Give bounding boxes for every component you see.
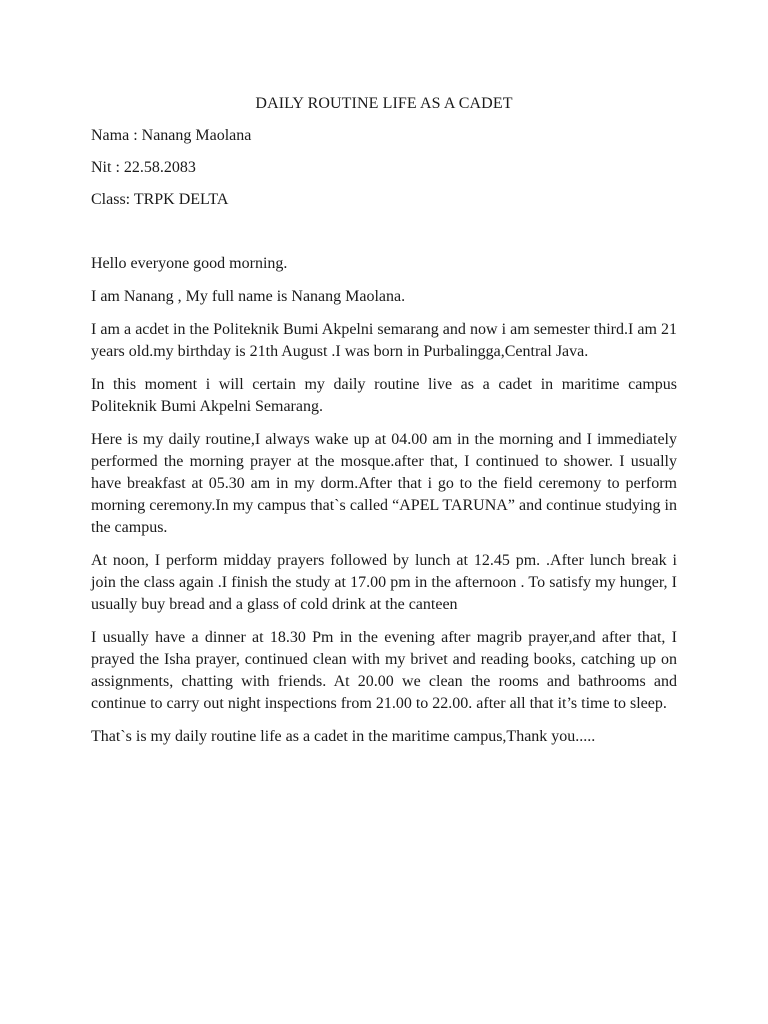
paragraph-introduction: I am Nanang , My full name is Nanang Maolana.: [91, 288, 406, 305]
paragraph-closing: That`s is my daily routine life as a cadet in the maritime campus,Thank you.....: [91, 728, 596, 745]
student-nit: Nit : 22.58.2083: [91, 159, 196, 176]
paragraph-greeting: Hello everyone good morning.: [91, 255, 288, 272]
paragraph-morning-routine: Here is my daily routine,I always wake up at 04.00 am in the morning and I immediately performed the morning prayer at the mosque.after that, I continued to shower. I usually have breakfast at 05.30 am in my dorm.After that i go to the field ceremony to perform morning ceremony.In my campus that`s called “APEL TARUNA” and continue studying in the campus.: [91, 431, 677, 536]
paragraph-noon-routine: At noon, I perform midday prayers followed by lunch at 12.45 pm. .After lunch break i join the class again .I finish the study at 17.00 pm in the afternoon . To satisfy my hunger, I usually buy bread and a glass of cold drink at the canteen: [91, 552, 677, 613]
student-class: Class: TRPK DELTA: [91, 191, 229, 208]
paragraph-background: I am a acdet in the Politeknik Bumi Akpelni semarang and now i am semester third.I am 21 years old.my birthday is 21th August .I was born in Purbalingga,Central Java.: [91, 321, 677, 360]
blank-line: [91, 221, 677, 253]
document-title: DAILY ROUTINE LIFE AS A CADET: [255, 95, 513, 112]
paragraph-purpose: In this moment i will certain my daily routine live as a cadet in maritime campus Politeknik Bumi Akpelni Semarang.: [91, 376, 677, 415]
paragraph-evening-routine: I usually have a dinner at 18.30 Pm in the evening after magrib prayer,and after that, I prayed the Isha prayer, continued clean with my brivet and reading books, catching up on assignments, chatting with friends. At 20.00 we clean the rooms and bathrooms and continue to carry out night inspections from 21.00 to 22.00. after all that it’s time to sleep.: [91, 629, 677, 712]
student-name: Nama : Nanang Maolana: [91, 127, 252, 144]
document-page: [91, 93, 677, 759]
